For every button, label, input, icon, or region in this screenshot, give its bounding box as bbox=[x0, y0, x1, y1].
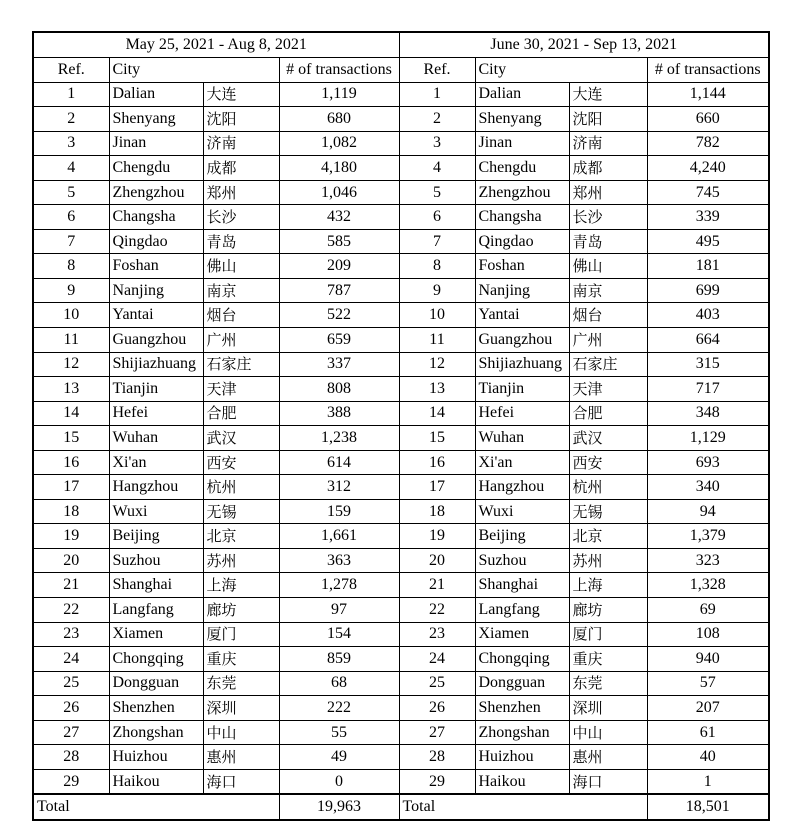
transactions-cell-period-2: 717 bbox=[647, 377, 769, 402]
city-cn-cell: 长沙 bbox=[203, 205, 279, 230]
city-cell: Hefei bbox=[475, 401, 569, 426]
transactions-table bbox=[32, 31, 770, 821]
transactions-cell-period-2: 664 bbox=[647, 328, 769, 353]
ref-cell: 15 bbox=[399, 426, 475, 451]
ref-cell: 24 bbox=[33, 647, 109, 672]
transactions-header-1: # of transactions bbox=[279, 58, 399, 83]
transactions-cell-period-1: 1,238 bbox=[279, 426, 399, 451]
total-value-1: 19,963 bbox=[279, 794, 399, 820]
city-cell: Qingdao bbox=[475, 229, 569, 254]
city-cn-cell: 广州 bbox=[203, 328, 279, 353]
transactions-cell-period-1: 808 bbox=[279, 377, 399, 402]
transactions-cell-period-2: 108 bbox=[647, 622, 769, 647]
table-row bbox=[33, 696, 769, 721]
city-cn-cell: 西安 bbox=[203, 450, 279, 475]
ref-cell: 11 bbox=[33, 328, 109, 353]
transactions-cell-period-2: 348 bbox=[647, 401, 769, 426]
city-cn-cell: 西安 bbox=[569, 450, 647, 475]
ref-cell: 10 bbox=[399, 303, 475, 328]
transactions-cell-period-1: 337 bbox=[279, 352, 399, 377]
transactions-cell-period-1: 1,082 bbox=[279, 131, 399, 156]
city-cell: Zhengzhou bbox=[109, 180, 203, 205]
city-cell: Langfang bbox=[109, 598, 203, 623]
table-row bbox=[33, 278, 769, 303]
city-cn-cell: 武汉 bbox=[569, 426, 647, 451]
table-row bbox=[33, 82, 769, 107]
city-cn-cell: 济南 bbox=[203, 131, 279, 156]
ref-cell: 17 bbox=[399, 475, 475, 500]
period-row bbox=[33, 32, 769, 58]
transactions-cell-period-2: 1,144 bbox=[647, 82, 769, 107]
city-cn-cell: 廊坊 bbox=[569, 598, 647, 623]
city-cell: Nanjing bbox=[475, 278, 569, 303]
transactions-cell-period-2: 1,379 bbox=[647, 524, 769, 549]
transactions-cell-period-2: 782 bbox=[647, 131, 769, 156]
city-cell: Huizhou bbox=[109, 745, 203, 770]
city-cn-cell: 郑州 bbox=[203, 180, 279, 205]
table-row bbox=[33, 647, 769, 672]
city-cell: Huizhou bbox=[475, 745, 569, 770]
table-row bbox=[33, 548, 769, 573]
table-row bbox=[33, 769, 769, 794]
city-cn-cell: 广州 bbox=[569, 328, 647, 353]
table-row bbox=[33, 328, 769, 353]
city-cn-cell: 杭州 bbox=[203, 475, 279, 500]
city-cell: Wuxi bbox=[475, 499, 569, 524]
city-cn-cell: 杭州 bbox=[569, 475, 647, 500]
ref-cell: 4 bbox=[33, 156, 109, 181]
city-cn-cell: 厦门 bbox=[203, 622, 279, 647]
city-cn-cell: 成都 bbox=[569, 156, 647, 181]
city-cn-cell: 东莞 bbox=[569, 671, 647, 696]
city-cn-cell: 长沙 bbox=[569, 205, 647, 230]
city-cell: Chongqing bbox=[475, 647, 569, 672]
city-cell: Shanghai bbox=[109, 573, 203, 598]
city-cn-cell: 北京 bbox=[203, 524, 279, 549]
total-label-2: Total bbox=[399, 794, 647, 820]
table-row bbox=[33, 598, 769, 623]
transactions-cell-period-2: 57 bbox=[647, 671, 769, 696]
table-row bbox=[33, 303, 769, 328]
transactions-cell-period-1: 522 bbox=[279, 303, 399, 328]
city-cell: Hefei bbox=[109, 401, 203, 426]
city-cn-cell: 深圳 bbox=[203, 696, 279, 721]
ref-cell: 27 bbox=[33, 720, 109, 745]
city-cn-cell: 佛山 bbox=[569, 254, 647, 279]
city-cell: Shenzhen bbox=[109, 696, 203, 721]
city-cn-cell: 苏州 bbox=[203, 548, 279, 573]
city-cn-cell: 石家庄 bbox=[569, 352, 647, 377]
ref-cell: 16 bbox=[399, 450, 475, 475]
city-cell: Qingdao bbox=[109, 229, 203, 254]
transactions-cell-period-1: 154 bbox=[279, 622, 399, 647]
city-cn-cell: 惠州 bbox=[203, 745, 279, 770]
city-cell: Xi'an bbox=[475, 450, 569, 475]
city-cell: Chengdu bbox=[109, 156, 203, 181]
ref-cell: 9 bbox=[399, 278, 475, 303]
city-cell: Guangzhou bbox=[109, 328, 203, 353]
city-cell: Shijiazhuang bbox=[109, 352, 203, 377]
ref-cell: 13 bbox=[399, 377, 475, 402]
city-cell: Nanjing bbox=[109, 278, 203, 303]
table-row bbox=[33, 671, 769, 696]
ref-cell: 2 bbox=[399, 107, 475, 132]
transactions-cell-period-2: 4,240 bbox=[647, 156, 769, 181]
ref-cell: 12 bbox=[33, 352, 109, 377]
city-cn-cell: 无锡 bbox=[203, 499, 279, 524]
ref-cell: 15 bbox=[33, 426, 109, 451]
city-cn-cell: 烟台 bbox=[203, 303, 279, 328]
ref-header-1: Ref. bbox=[33, 58, 109, 83]
table-row bbox=[33, 524, 769, 549]
ref-cell: 14 bbox=[399, 401, 475, 426]
city-cell: Foshan bbox=[475, 254, 569, 279]
column-header-row bbox=[33, 58, 769, 83]
transactions-cell-period-2: 1,328 bbox=[647, 573, 769, 598]
city-cn-cell: 天津 bbox=[569, 377, 647, 402]
city-cell: Xiamen bbox=[109, 622, 203, 647]
ref-cell: 27 bbox=[399, 720, 475, 745]
ref-cell: 1 bbox=[399, 82, 475, 107]
city-cell: Yantai bbox=[109, 303, 203, 328]
ref-cell: 9 bbox=[33, 278, 109, 303]
table-row bbox=[33, 450, 769, 475]
table-row bbox=[33, 131, 769, 156]
city-cn-cell: 大连 bbox=[203, 82, 279, 107]
ref-cell: 20 bbox=[33, 548, 109, 573]
city-cn-cell: 无锡 bbox=[569, 499, 647, 524]
ref-cell: 23 bbox=[399, 622, 475, 647]
ref-cell: 19 bbox=[33, 524, 109, 549]
transactions-cell-period-1: 312 bbox=[279, 475, 399, 500]
transactions-cell-period-2: 940 bbox=[647, 647, 769, 672]
city-cell: Shenzhen bbox=[475, 696, 569, 721]
city-cell: Zhongshan bbox=[475, 720, 569, 745]
transactions-cell-period-2: 40 bbox=[647, 745, 769, 770]
city-cn-cell: 东莞 bbox=[203, 671, 279, 696]
transactions-cell-period-1: 1,119 bbox=[279, 82, 399, 107]
ref-cell: 12 bbox=[399, 352, 475, 377]
total-value-2: 18,501 bbox=[647, 794, 769, 820]
city-cell: Jinan bbox=[109, 131, 203, 156]
city-cn-cell: 惠州 bbox=[569, 745, 647, 770]
city-cn-cell: 南京 bbox=[569, 278, 647, 303]
period-1-header: May 25, 2021 - Aug 8, 2021 bbox=[33, 32, 399, 58]
city-cell: Wuhan bbox=[475, 426, 569, 451]
city-cell: Shijiazhuang bbox=[475, 352, 569, 377]
city-cell: Hangzhou bbox=[475, 475, 569, 500]
transactions-cell-period-2: 1,129 bbox=[647, 426, 769, 451]
ref-cell: 28 bbox=[33, 745, 109, 770]
city-cell: Changsha bbox=[109, 205, 203, 230]
transactions-cell-period-2: 207 bbox=[647, 696, 769, 721]
transactions-cell-period-1: 49 bbox=[279, 745, 399, 770]
transactions-cell-period-1: 209 bbox=[279, 254, 399, 279]
table-row bbox=[33, 745, 769, 770]
city-cn-cell: 海口 bbox=[569, 769, 647, 794]
transactions-cell-period-2: 660 bbox=[647, 107, 769, 132]
ref-cell: 23 bbox=[33, 622, 109, 647]
transactions-cell-period-2: 315 bbox=[647, 352, 769, 377]
ref-cell: 5 bbox=[33, 180, 109, 205]
transactions-cell-period-1: 388 bbox=[279, 401, 399, 426]
table-row bbox=[33, 352, 769, 377]
city-cell: Dalian bbox=[475, 82, 569, 107]
transactions-cell-period-2: 699 bbox=[647, 278, 769, 303]
transactions-cell-period-1: 585 bbox=[279, 229, 399, 254]
city-cell: Suzhou bbox=[109, 548, 203, 573]
city-cn-cell: 青岛 bbox=[203, 229, 279, 254]
ref-cell: 22 bbox=[399, 598, 475, 623]
transactions-cell-period-1: 859 bbox=[279, 647, 399, 672]
table-row bbox=[33, 254, 769, 279]
city-cell: Chengdu bbox=[475, 156, 569, 181]
table-row bbox=[33, 573, 769, 598]
ref-cell: 21 bbox=[33, 573, 109, 598]
transactions-header-2: # of transactions bbox=[647, 58, 769, 83]
ref-cell: 10 bbox=[33, 303, 109, 328]
city-cn-cell: 上海 bbox=[569, 573, 647, 598]
table-row bbox=[33, 426, 769, 451]
city-cn-cell: 苏州 bbox=[569, 548, 647, 573]
transactions-cell-period-1: 4,180 bbox=[279, 156, 399, 181]
city-cell: Hangzhou bbox=[109, 475, 203, 500]
ref-cell: 24 bbox=[399, 647, 475, 672]
city-cell: Xiamen bbox=[475, 622, 569, 647]
ref-cell: 11 bbox=[399, 328, 475, 353]
transactions-cell-period-2: 181 bbox=[647, 254, 769, 279]
table-row bbox=[33, 156, 769, 181]
city-cn-cell: 石家庄 bbox=[203, 352, 279, 377]
city-cn-cell: 南京 bbox=[203, 278, 279, 303]
transactions-cell-period-1: 680 bbox=[279, 107, 399, 132]
city-cell: Haikou bbox=[475, 769, 569, 794]
ref-cell: 1 bbox=[33, 82, 109, 107]
transactions-cell-period-2: 340 bbox=[647, 475, 769, 500]
transactions-cell-period-1: 787 bbox=[279, 278, 399, 303]
city-cn-cell: 上海 bbox=[203, 573, 279, 598]
transactions-cell-period-2: 495 bbox=[647, 229, 769, 254]
city-cn-cell: 大连 bbox=[569, 82, 647, 107]
city-cn-cell: 海口 bbox=[203, 769, 279, 794]
transactions-cell-period-2: 1 bbox=[647, 769, 769, 794]
transactions-cell-period-1: 659 bbox=[279, 328, 399, 353]
ref-cell: 20 bbox=[399, 548, 475, 573]
city-cn-cell: 济南 bbox=[569, 131, 647, 156]
table-row bbox=[33, 499, 769, 524]
city-cell: Tianjin bbox=[475, 377, 569, 402]
transactions-cell-period-2: 61 bbox=[647, 720, 769, 745]
city-cn-cell: 沈阳 bbox=[203, 107, 279, 132]
transactions-cell-period-1: 222 bbox=[279, 696, 399, 721]
ref-cell: 3 bbox=[33, 131, 109, 156]
ref-cell: 2 bbox=[33, 107, 109, 132]
table-row bbox=[33, 720, 769, 745]
ref-cell: 6 bbox=[33, 205, 109, 230]
transactions-cell-period-2: 323 bbox=[647, 548, 769, 573]
period-2-header: June 30, 2021 - Sep 13, 2021 bbox=[399, 32, 769, 58]
city-cell: Dalian bbox=[109, 82, 203, 107]
city-cn-cell: 天津 bbox=[203, 377, 279, 402]
city-cell: Zhongshan bbox=[109, 720, 203, 745]
transactions-cell-period-1: 432 bbox=[279, 205, 399, 230]
city-cell: Suzhou bbox=[475, 548, 569, 573]
city-cn-cell: 烟台 bbox=[569, 303, 647, 328]
ref-cell: 18 bbox=[399, 499, 475, 524]
city-cn-cell: 武汉 bbox=[203, 426, 279, 451]
transactions-cell-period-1: 1,661 bbox=[279, 524, 399, 549]
city-cell: Dongguan bbox=[109, 671, 203, 696]
city-cell: Shanghai bbox=[475, 573, 569, 598]
table-row bbox=[33, 107, 769, 132]
ref-cell: 28 bbox=[399, 745, 475, 770]
city-cell: Yantai bbox=[475, 303, 569, 328]
city-cn-cell: 成都 bbox=[203, 156, 279, 181]
transactions-cell-period-1: 1,046 bbox=[279, 180, 399, 205]
city-header-1: City bbox=[109, 58, 279, 83]
ref-cell: 29 bbox=[399, 769, 475, 794]
table-row bbox=[33, 377, 769, 402]
city-cell: Jinan bbox=[475, 131, 569, 156]
transactions-cell-period-1: 68 bbox=[279, 671, 399, 696]
city-cell: Wuhan bbox=[109, 426, 203, 451]
ref-cell: 25 bbox=[33, 671, 109, 696]
city-header-2: City bbox=[475, 58, 647, 83]
city-cell: Shenyang bbox=[109, 107, 203, 132]
transactions-cell-period-1: 159 bbox=[279, 499, 399, 524]
city-cn-cell: 重庆 bbox=[569, 647, 647, 672]
table-row bbox=[33, 401, 769, 426]
city-cn-cell: 重庆 bbox=[203, 647, 279, 672]
ref-cell: 6 bbox=[399, 205, 475, 230]
ref-header-2: Ref. bbox=[399, 58, 475, 83]
transactions-cell-period-2: 94 bbox=[647, 499, 769, 524]
ref-cell: 18 bbox=[33, 499, 109, 524]
ref-cell: 3 bbox=[399, 131, 475, 156]
ref-cell: 7 bbox=[33, 229, 109, 254]
table-row bbox=[33, 205, 769, 230]
city-cn-cell: 合肥 bbox=[203, 401, 279, 426]
city-cn-cell: 厦门 bbox=[569, 622, 647, 647]
transactions-cell-period-2: 403 bbox=[647, 303, 769, 328]
transactions-cell-period-2: 69 bbox=[647, 598, 769, 623]
table-row bbox=[33, 622, 769, 647]
transactions-cell-period-1: 97 bbox=[279, 598, 399, 623]
ref-cell: 17 bbox=[33, 475, 109, 500]
ref-cell: 8 bbox=[399, 254, 475, 279]
city-cell: Zhengzhou bbox=[475, 180, 569, 205]
city-cell: Langfang bbox=[475, 598, 569, 623]
transactions-cell-period-1: 55 bbox=[279, 720, 399, 745]
ref-cell: 7 bbox=[399, 229, 475, 254]
ref-cell: 13 bbox=[33, 377, 109, 402]
city-cell: Foshan bbox=[109, 254, 203, 279]
total-row bbox=[33, 794, 769, 820]
city-cell: Xi'an bbox=[109, 450, 203, 475]
city-cn-cell: 北京 bbox=[569, 524, 647, 549]
ref-cell: 25 bbox=[399, 671, 475, 696]
city-cell: Haikou bbox=[109, 769, 203, 794]
city-cn-cell: 合肥 bbox=[569, 401, 647, 426]
city-cell: Beijing bbox=[109, 524, 203, 549]
ref-cell: 5 bbox=[399, 180, 475, 205]
city-cell: Beijing bbox=[475, 524, 569, 549]
total-label-1: Total bbox=[33, 794, 279, 820]
city-cn-cell: 廊坊 bbox=[203, 598, 279, 623]
ref-cell: 21 bbox=[399, 573, 475, 598]
transactions-cell-period-2: 745 bbox=[647, 180, 769, 205]
city-cn-cell: 郑州 bbox=[569, 180, 647, 205]
transactions-cell-period-1: 614 bbox=[279, 450, 399, 475]
table-row bbox=[33, 229, 769, 254]
city-cn-cell: 沈阳 bbox=[569, 107, 647, 132]
city-cell: Tianjin bbox=[109, 377, 203, 402]
table-row bbox=[33, 475, 769, 500]
ref-cell: 26 bbox=[33, 696, 109, 721]
table-row bbox=[33, 180, 769, 205]
ref-cell: 22 bbox=[33, 598, 109, 623]
city-cn-cell: 青岛 bbox=[569, 229, 647, 254]
ref-cell: 4 bbox=[399, 156, 475, 181]
ref-cell: 8 bbox=[33, 254, 109, 279]
city-cn-cell: 中山 bbox=[569, 720, 647, 745]
ref-cell: 29 bbox=[33, 769, 109, 794]
city-cn-cell: 佛山 bbox=[203, 254, 279, 279]
ref-cell: 19 bbox=[399, 524, 475, 549]
transactions-cell-period-1: 1,278 bbox=[279, 573, 399, 598]
city-cell: Guangzhou bbox=[475, 328, 569, 353]
city-cn-cell: 中山 bbox=[203, 720, 279, 745]
city-cell: Changsha bbox=[475, 205, 569, 230]
transactions-cell-period-1: 363 bbox=[279, 548, 399, 573]
city-cell: Shenyang bbox=[475, 107, 569, 132]
ref-cell: 26 bbox=[399, 696, 475, 721]
transactions-cell-period-2: 339 bbox=[647, 205, 769, 230]
city-cn-cell: 深圳 bbox=[569, 696, 647, 721]
ref-cell: 16 bbox=[33, 450, 109, 475]
city-cell: Wuxi bbox=[109, 499, 203, 524]
transactions-cell-period-2: 693 bbox=[647, 450, 769, 475]
ref-cell: 14 bbox=[33, 401, 109, 426]
city-cell: Chongqing bbox=[109, 647, 203, 672]
transactions-cell-period-1: 0 bbox=[279, 769, 399, 794]
city-cell: Dongguan bbox=[475, 671, 569, 696]
